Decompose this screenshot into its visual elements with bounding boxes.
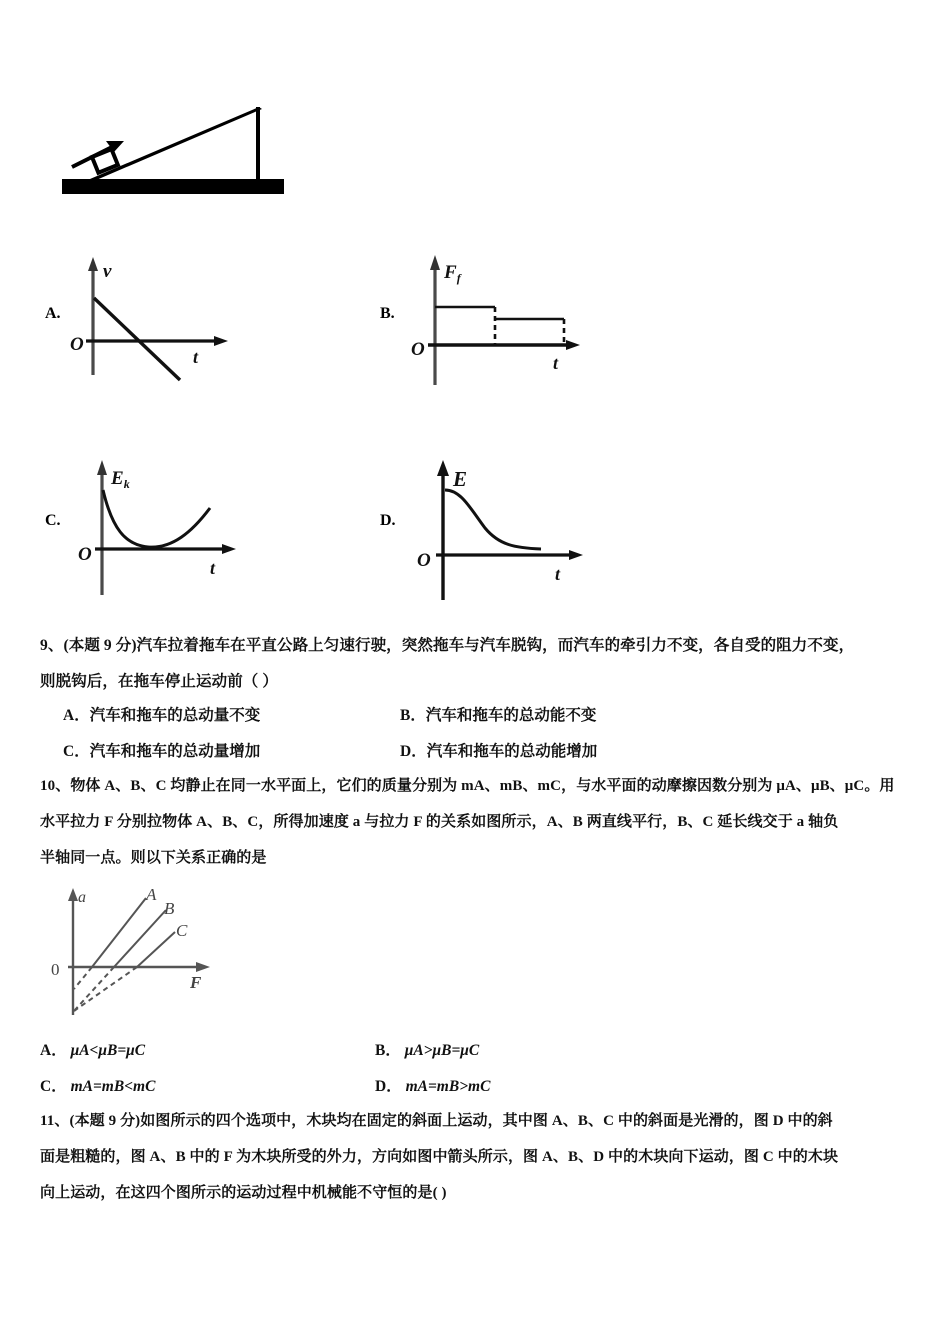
option-d-letter: D. — [380, 512, 396, 529]
q9-option-c-text: 汽车和拖车的总动量增加 — [89, 743, 261, 760]
q10-stem-line3: 半轴同一点。则以下关系正确的是 — [40, 850, 267, 866]
q10-option-b-label: B． — [375, 1042, 401, 1059]
q9-option-a-label: A． — [63, 707, 90, 724]
option-b-x-axis-label: t — [553, 353, 559, 373]
option-c-origin-label: O — [78, 544, 92, 565]
q10-option-a[interactable] — [40, 1033, 145, 1069]
q9-option-a[interactable] — [63, 698, 260, 734]
af-y-axis-label: a — [78, 889, 86, 906]
option-b-origin-label: O — [411, 339, 425, 360]
q10-option-d-text: mA=mB>mC — [405, 1078, 491, 1095]
option-d-x-axis-label: t — [555, 564, 561, 584]
q10-number-text: 10、 — [40, 778, 71, 794]
question-10-number — [40, 768, 895, 804]
af-series-a-label: A — [146, 885, 157, 904]
q10-stem-line2: 水平拉力 F 分别拉物体 A、B、C，所得加速度 a 与拉力 F 的关系如图所示，A、B 两直线平行，B、C 延长线交于 a 轴负 — [40, 814, 839, 830]
q10-option-c[interactable] — [40, 1069, 155, 1105]
q10-option-a-label: A． — [40, 1042, 67, 1059]
af-x-axis-label: F — [190, 973, 202, 992]
option-b-graph — [375, 245, 675, 390]
q10-option-b[interactable] — [375, 1033, 479, 1069]
acceleration-force-graph — [40, 880, 280, 1020]
option-d-y-axis-label: E — [453, 467, 468, 491]
option-b-letter: B. — [380, 305, 395, 322]
option-c-graph — [40, 450, 340, 600]
option-c-y-axis-label: $E_k$ — [111, 468, 130, 491]
option-a-letter: A. — [45, 305, 61, 322]
q9-stem-line2: 则脱钩后，在拖车停止运动前（ ） — [40, 673, 278, 690]
q10-option-c-label: C． — [40, 1078, 67, 1095]
q11-number-text: 11、 — [40, 1113, 70, 1129]
q10-option-c-text: mA=mB<mC — [70, 1078, 156, 1095]
option-a-y-axis-label: v — [103, 261, 112, 282]
option-a-x-axis-label: t — [193, 347, 199, 367]
q10-option-d[interactable] — [375, 1069, 490, 1105]
q9-option-b-label: B． — [400, 707, 426, 724]
q9-stem-line1: (本题 9 分)汽车拉着拖车在平直公路上匀速行驶，突然拖车与汽车脱钩，而汽车的牵引力不变，各自受的阻力不变， — [63, 637, 855, 654]
q9-option-d[interactable] — [400, 734, 597, 770]
q9-option-d-text: 汽车和拖车的总动能增加 — [426, 743, 598, 760]
af-origin-label: 0 — [51, 960, 60, 979]
option-d-origin-label: O — [417, 550, 431, 571]
q10-stem-line1: 物体 A、B、C 均静止在同一水平面上，它们的质量分别为 mA、mB、mC，与水平面的动摩擦因数分别为 μA、μB、μC。用 — [70, 778, 895, 794]
option-c-x-axis-label: t — [210, 558, 216, 578]
inclined-plane-figure — [62, 95, 292, 200]
q9-number-text: 9、 — [40, 637, 64, 654]
q10-option-d-label: D． — [375, 1078, 402, 1095]
q9-option-c[interactable] — [63, 734, 260, 770]
q9-option-a-text: 汽车和拖车的总动量不变 — [89, 707, 261, 724]
q9-option-b[interactable] — [400, 698, 596, 734]
q11-stem-line1: (本题 9 分)如图所示的四个选项中，木块均在固定的斜面上运动，其中图 A、B、C 中的斜面是光滑的，图 D 中的斜 — [69, 1113, 833, 1129]
af-series-c-label: C — [176, 921, 188, 940]
q10-option-a-text: μA<μB=μC — [70, 1042, 146, 1059]
q10-option-b-text: μA>μB=μC — [404, 1042, 480, 1059]
option-c-letter: C. — [45, 512, 61, 529]
q11-stem-line2: 面是粗糙的，图 A、B 中的 F 为木块所受的外力，方向如图中箭头所示，图 A、B、D 中的木块向下运动，图 C 中的木块 — [40, 1149, 839, 1165]
q9-option-c-label: C． — [63, 743, 90, 760]
option-d-graph — [375, 450, 675, 605]
q11-stem-line3: 向上运动，在这四个图所示的运动过程中机械能不守恒的是( ) — [40, 1185, 447, 1201]
option-a-origin-label: O — [70, 334, 84, 355]
af-series-b-label: B — [164, 899, 175, 918]
q9-option-b-text: 汽车和拖车的总动能不变 — [425, 707, 597, 724]
option-a-graph — [40, 245, 340, 390]
question-9-number — [40, 628, 854, 664]
question-11-number — [40, 1103, 833, 1139]
q9-option-d-label: D． — [400, 743, 427, 760]
option-b-y-axis-label: $F_f$ — [444, 262, 461, 285]
